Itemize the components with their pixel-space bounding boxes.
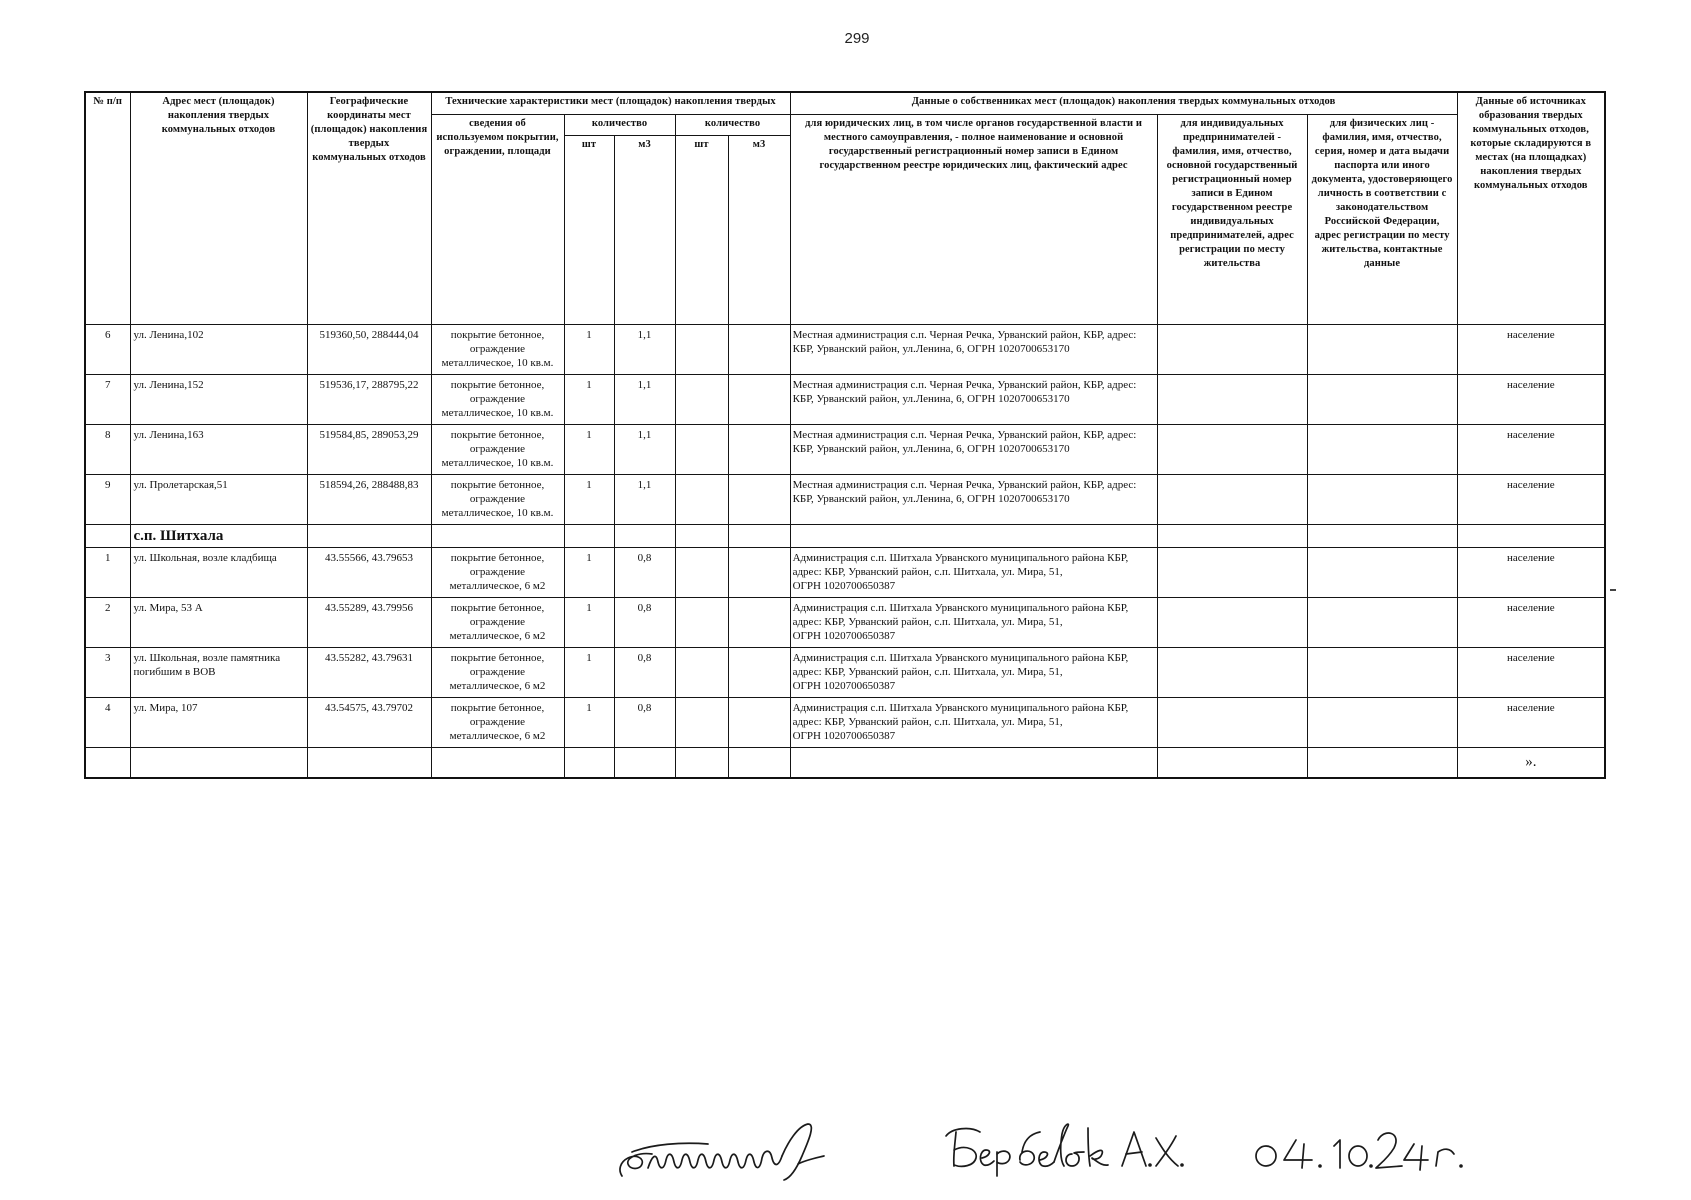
cell-entrepreneur-owner <box>1157 547 1307 597</box>
cell-individual-owner <box>1307 474 1457 524</box>
cell-entrepreneur-owner <box>1157 597 1307 647</box>
cell-bin-count <box>675 324 728 374</box>
cell-legal-owner <box>790 647 1157 697</box>
cell-bin-volume <box>728 324 790 374</box>
section-row <box>85 524 1605 547</box>
cell-address: ул. Мира, 53 А <box>130 597 307 647</box>
cell-surface-info <box>431 547 564 597</box>
cell-waste-source: население <box>1457 324 1605 374</box>
cell-bin-volume <box>728 547 790 597</box>
cell-coordinates <box>307 747 431 778</box>
text-line: ограждение <box>469 565 526 578</box>
cell-waste-source: население <box>1457 647 1605 697</box>
handwritten-name-and-date-signature-icon <box>940 1110 1520 1182</box>
table-row <box>85 647 1605 697</box>
cell-individual-owner <box>1307 597 1457 647</box>
cell-legal-owner <box>790 547 1157 597</box>
cell-individual-owner <box>1307 524 1457 547</box>
cell-bin-volume <box>728 647 790 697</box>
cell-number: 2 <box>85 597 130 647</box>
header-count-bins: количество <box>675 114 790 135</box>
text-line: металлическое, 10 кв.м. <box>441 506 554 519</box>
cell-container-volume: 0,8 <box>614 647 675 697</box>
text-line: Администрация с.п. Шитхала Урванского муниципального района КБР, <box>792 601 1129 614</box>
cell-bin-volume <box>728 374 790 424</box>
page-number: 299 <box>844 30 870 47</box>
cell-bin-volume <box>728 597 790 647</box>
text-line: адрес: КБР, Урванский район, с.п. Шитхала, ул. Мира, 51, <box>792 715 1063 728</box>
cell-entrepreneur-owner <box>1157 747 1307 778</box>
cell-bin-count <box>675 474 728 524</box>
cell-coordinates: 519536,17, 288795,22 <box>307 374 431 424</box>
cell-individual-owner <box>1307 747 1457 778</box>
text-line: покрытие бетонное, <box>450 328 545 341</box>
cell-entrepreneur-owner <box>1157 374 1307 424</box>
cell-surface-info <box>431 324 564 374</box>
cell-entrepreneur-owner <box>1157 474 1307 524</box>
cell-surface-info <box>431 697 564 747</box>
cell-bin-count <box>675 524 728 547</box>
cell-surface-info <box>431 524 564 547</box>
cell-bin-count <box>675 374 728 424</box>
cell-legal-owner <box>790 424 1157 474</box>
cell-bin-count <box>675 547 728 597</box>
cell-number: 1 <box>85 547 130 597</box>
cell-container-volume <box>614 524 675 547</box>
cell-number <box>85 747 130 778</box>
text-line: металлическое, 6 м2 <box>449 579 546 592</box>
table-row <box>85 474 1605 524</box>
cell-individual-owner <box>1307 647 1457 697</box>
text-line: КБР, Урванский район, ул.Ленина, 6, ОГРН 1020700653170 <box>792 442 1070 455</box>
cell-legal-owner <box>790 474 1157 524</box>
cell-legal-owner <box>790 597 1157 647</box>
cell-surface-info <box>431 647 564 697</box>
cell-number: 3 <box>85 647 130 697</box>
text-line: Администрация с.п. Шитхала Урванского муниципального района КБР, <box>792 551 1129 564</box>
header-technical: Технические характеристики мест (площадок) накопления твердых <box>431 92 790 114</box>
cell-container-volume: 1,1 <box>614 324 675 374</box>
text-line: покрытие бетонное, <box>450 478 545 491</box>
cell-container-count <box>564 747 614 778</box>
cell-legal-owner <box>790 524 1157 547</box>
cell-waste-source: население <box>1457 547 1605 597</box>
cell-number: 9 <box>85 474 130 524</box>
header-owners: Данные о собственниках мест (площадок) накопления твердых коммунальных отходов <box>790 92 1457 114</box>
cell-waste-source <box>1457 524 1605 547</box>
cell-bin-volume <box>728 697 790 747</box>
cell-legal-owner <box>790 697 1157 747</box>
cell-address: ул. Пролетарская,51 <box>130 474 307 524</box>
text-line: ограждение <box>469 615 526 628</box>
cell-coordinates: 43.55289, 43.79956 <box>307 597 431 647</box>
cell-bin-volume <box>728 747 790 778</box>
text-line: ограждение <box>469 392 526 405</box>
scan-mark <box>1610 589 1616 591</box>
cell-container-volume: 1,1 <box>614 374 675 424</box>
cell-bin-volume <box>728 524 790 547</box>
text-line: ограждение <box>469 442 526 455</box>
cell-surface-info <box>431 474 564 524</box>
cell-coordinates: 43.55566, 43.79653 <box>307 547 431 597</box>
header-surface-info: сведения об используемом покрытии, ограждении, площади <box>431 114 564 324</box>
cell-address: ул. Ленина,163 <box>130 424 307 474</box>
cell-surface-info <box>431 597 564 647</box>
header-containers-m3: м3 <box>614 135 675 324</box>
text-line: ограждение <box>469 342 526 355</box>
closing-row <box>85 747 1605 778</box>
cell-individual-owner <box>1307 324 1457 374</box>
cell-individual-owner <box>1307 697 1457 747</box>
header-waste-sources: Данные об источниках образования твердых коммунальных отходов, которые складируются в местах (на площадках) накопления твердых коммунальных отходов <box>1457 92 1605 324</box>
table-row <box>85 547 1605 597</box>
header-individual-owner: для физических лиц - фамилия, имя, отчество, серия, номер и дата выдачи паспорта или иного документа, удостоверяющего личность в соответствии с законодательством Российской Федерации, адрес регистрации по месту жительства, контактные данные <box>1307 114 1457 324</box>
cell-container-volume: 1,1 <box>614 474 675 524</box>
cell-container-count: 1 <box>564 374 614 424</box>
cell-waste-source: ». <box>1457 747 1605 778</box>
text-line: покрытие бетонное, <box>450 651 545 664</box>
header-address: Адрес мест (площадок) накопления твердых коммунальных отходов <box>130 92 307 324</box>
text-line: ограждение <box>469 665 526 678</box>
text-line: покрытие бетонное, <box>450 701 545 714</box>
cell-container-volume: 0,8 <box>614 597 675 647</box>
text-line: Администрация с.п. Шитхала Урванского муниципального района КБР, <box>792 651 1129 664</box>
cell-bin-count <box>675 747 728 778</box>
table-row <box>85 597 1605 647</box>
text-line: Местная администрация с.п. Черная Речка, Урванский район, КБР, адрес: <box>792 478 1137 491</box>
cell-container-count: 1 <box>564 597 614 647</box>
cell-container-volume: 0,8 <box>614 547 675 597</box>
text-line: металлическое, 10 кв.м. <box>441 356 554 369</box>
cell-coordinates: 519584,85, 289053,29 <box>307 424 431 474</box>
cell-address: ул. Школьная, возле памятника погибшим в ВОВ <box>130 647 307 697</box>
text-line: металлическое, 10 кв.м. <box>441 456 554 469</box>
cell-waste-source: население <box>1457 374 1605 424</box>
cell-coordinates <box>307 524 431 547</box>
cell-number: 8 <box>85 424 130 474</box>
header-bins-m3: м3 <box>728 135 790 324</box>
cell-address: ул. Школьная, возле кладбища <box>130 547 307 597</box>
text-line: КБР, Урванский район, ул.Ленина, 6, ОГРН 1020700653170 <box>792 342 1070 355</box>
table-row <box>85 374 1605 424</box>
header-legal-owner: для юридических лиц, в том числе органов государственной власти и местного самоуправления, - полное наименование и основной государственный регистрационный номер записи в Едином государственном реестре юридических лиц, фактический адрес <box>790 114 1157 324</box>
text-line: металлическое, 6 м2 <box>449 629 546 642</box>
header-count-containers: количество <box>564 114 675 135</box>
cell-waste-source: население <box>1457 697 1605 747</box>
text-line: покрытие бетонное, <box>450 551 545 564</box>
text-line: металлическое, 6 м2 <box>449 679 546 692</box>
cell-bin-volume <box>728 424 790 474</box>
cell-waste-source: население <box>1457 597 1605 647</box>
cell-entrepreneur-owner <box>1157 424 1307 474</box>
cell-container-count: 1 <box>564 474 614 524</box>
cell-container-count <box>564 524 614 547</box>
text-line: ограждение <box>469 715 526 728</box>
cell-coordinates: 519360,50, 288444,04 <box>307 324 431 374</box>
table-row <box>85 697 1605 747</box>
text-line: покрытие бетонное, <box>450 601 545 614</box>
cell-container-volume: 0,8 <box>614 697 675 747</box>
cell-individual-owner <box>1307 424 1457 474</box>
cell-coordinates: 43.55282, 43.79631 <box>307 647 431 697</box>
cell-address: ул. Мира, 107 <box>130 697 307 747</box>
handwritten-signature-icon <box>612 1112 832 1184</box>
cell-bin-count <box>675 647 728 697</box>
cell-coordinates: 518594,26, 288488,83 <box>307 474 431 524</box>
text-line: ОГРН 1020700650387 <box>792 679 896 692</box>
text-line: покрытие бетонное, <box>450 428 545 441</box>
cell-entrepreneur-owner <box>1157 697 1307 747</box>
cell-container-volume <box>614 747 675 778</box>
cell-container-count: 1 <box>564 647 614 697</box>
text-line: адрес: КБР, Урванский район, с.п. Шитхала, ул. Мира, 51, <box>792 565 1063 578</box>
cell-legal-owner <box>790 747 1157 778</box>
text-line: КБР, Урванский район, ул.Ленина, 6, ОГРН 1020700653170 <box>792 392 1070 405</box>
cell-container-count: 1 <box>564 424 614 474</box>
cell-waste-source: население <box>1457 424 1605 474</box>
cell-waste-source: население <box>1457 474 1605 524</box>
header-containers-pcs: шт <box>564 135 614 324</box>
cell-individual-owner <box>1307 547 1457 597</box>
cell-number: 4 <box>85 697 130 747</box>
text-line: ограждение <box>469 492 526 505</box>
cell-container-volume: 1,1 <box>614 424 675 474</box>
waste-sites-register-table <box>84 91 1606 779</box>
cell-container-count: 1 <box>564 697 614 747</box>
cell-bin-count <box>675 424 728 474</box>
cell-container-count: 1 <box>564 547 614 597</box>
cell-bin-volume <box>728 474 790 524</box>
cell-container-count: 1 <box>564 324 614 374</box>
text-line: покрытие бетонное, <box>450 378 545 391</box>
cell-surface-info <box>431 747 564 778</box>
text-line: ОГРН 1020700650387 <box>792 629 896 642</box>
table-row <box>85 324 1605 374</box>
text-line: адрес: КБР, Урванский район, с.п. Шитхала, ул. Мира, 51, <box>792 615 1063 628</box>
text-line: Местная администрация с.п. Черная Речка, Урванский район, КБР, адрес: <box>792 378 1137 391</box>
cell-number: 6 <box>85 324 130 374</box>
text-line: Местная администрация с.п. Черная Речка, Урванский район, КБР, адрес: <box>792 428 1137 441</box>
text-line: Местная администрация с.п. Черная Речка, Урванский район, КБР, адрес: <box>792 328 1137 341</box>
text-line: КБР, Урванский район, ул.Ленина, 6, ОГРН 1020700653170 <box>792 492 1070 505</box>
table-row <box>85 424 1605 474</box>
text-line: Администрация с.п. Шитхала Урванского муниципального района КБР, <box>792 701 1129 714</box>
table-body <box>85 324 1605 778</box>
cell-bin-count <box>675 697 728 747</box>
cell-legal-owner <box>790 324 1157 374</box>
cell-surface-info <box>431 374 564 424</box>
cell-surface-info <box>431 424 564 474</box>
text-line: адрес: КБР, Урванский район, с.п. Шитхала, ул. Мира, 51, <box>792 665 1063 678</box>
section-title: с.п. Шитхала <box>130 524 307 547</box>
text-line: металлическое, 10 кв.м. <box>441 406 554 419</box>
cell-address <box>130 747 307 778</box>
table-header <box>85 92 1605 324</box>
header-bins-pcs: шт <box>675 135 728 324</box>
cell-address: ул. Ленина,102 <box>130 324 307 374</box>
header-entrepreneur-owner: для индивидуальных предпринимателей - фамилия, имя, отчество, основной государственный регистрационный номер записи в Едином государственном реестре индивидуальных предпринимателей, адрес регистрации по месту жительства <box>1157 114 1307 324</box>
cell-entrepreneur-owner <box>1157 324 1307 374</box>
text-line: ОГРН 1020700650387 <box>792 579 896 592</box>
cell-coordinates: 43.54575, 43.79702 <box>307 697 431 747</box>
header-number: № п/п <box>85 92 130 324</box>
cell-number <box>85 524 130 547</box>
cell-individual-owner <box>1307 374 1457 424</box>
text-line: ОГРН 1020700650387 <box>792 729 896 742</box>
cell-bin-count <box>675 597 728 647</box>
cell-address: ул. Ленина,152 <box>130 374 307 424</box>
text-line: металлическое, 6 м2 <box>449 729 546 742</box>
cell-number: 7 <box>85 374 130 424</box>
cell-legal-owner <box>790 374 1157 424</box>
header-coordinates: Географические координаты мест (площадок) накопления твердых коммунальных отходов <box>307 92 431 324</box>
cell-entrepreneur-owner <box>1157 647 1307 697</box>
cell-entrepreneur-owner <box>1157 524 1307 547</box>
